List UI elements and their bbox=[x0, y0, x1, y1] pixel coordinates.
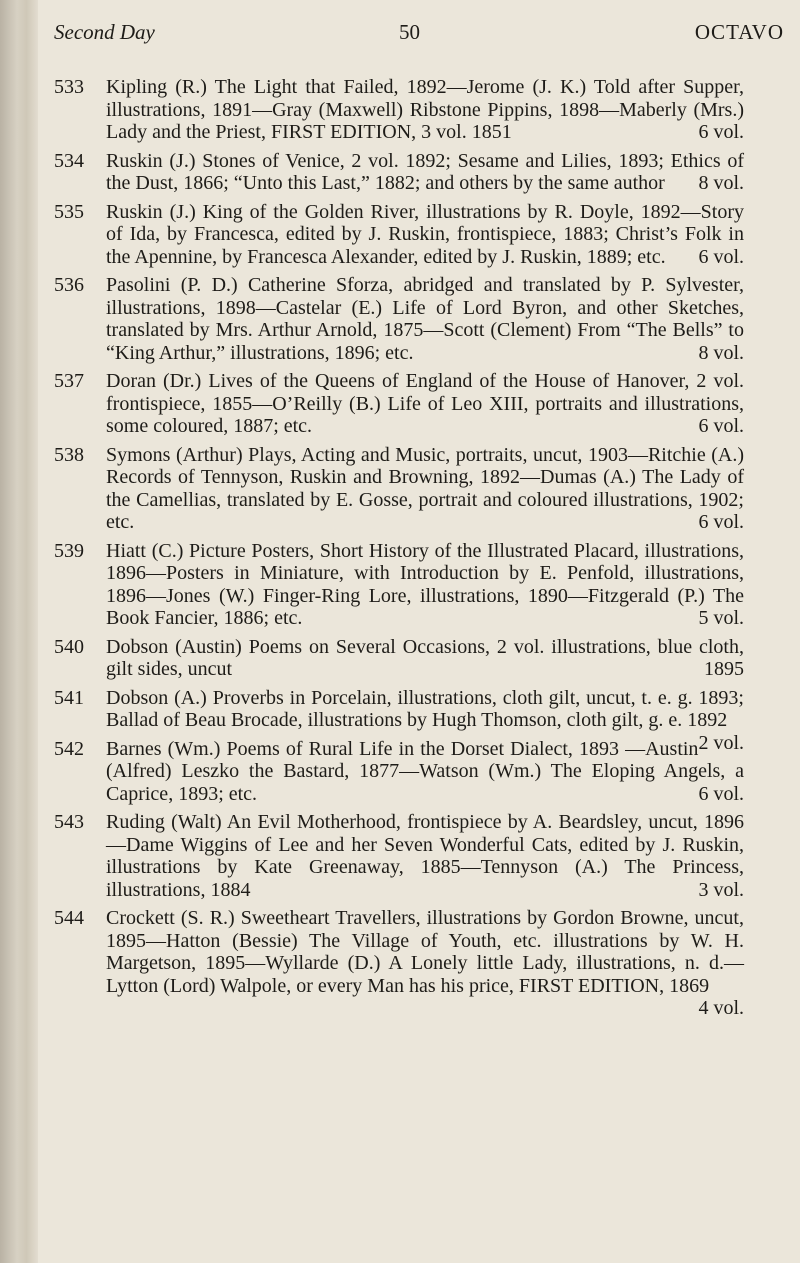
page-number: 50 bbox=[399, 20, 420, 44]
lot-volumes: 1895 bbox=[704, 658, 744, 680]
lot-description: Dobson (Austin) Poems on Several Occasions, 2 vol. illustrations, blue cloth, gilt sides, uncut bbox=[106, 635, 744, 680]
lot-description: Ruskin (J.) King of the Golden River, illustrations by R. Doyle, 1892—Story of Ida, by Francesca, edited by J. Ruskin, frontispiece, 1883; Christ’s Folk in the Apennine, by Francesca Alexander, edited by J. Ruskin, 1889; etc. bbox=[106, 200, 744, 268]
lot-number: 535 bbox=[54, 200, 84, 223]
lot-number: 544 bbox=[54, 907, 84, 929]
lot-volumes: 5 vol. bbox=[698, 607, 744, 629]
lot-volumes: 6 vol. bbox=[698, 121, 744, 143]
lot-description: Dobson (A.) Proverbs in Porcelain, illustrations, cloth gilt, uncut, t. e. g. 1893; Ballad of Beau Brocade, illustrations by Hugh Thomson, cloth gilt, g. e. 1892 bbox=[106, 686, 744, 731]
lot-volumes: 6 vol. bbox=[698, 782, 744, 805]
lot-description: Doran (Dr.) Lives of the Queens of England of the House of Hanover, 2 vol. frontispiece, 1855—O’Reilly (B.) Life of Leo XIII, portraits and illustrations, some coloured, 1887; etc. bbox=[106, 370, 744, 437]
lot-number: 543 bbox=[54, 811, 84, 833]
lot-description: Crockett (S. R.) Sweetheart Travellers, illustrations by Gordon Browne, uncut, 1895—Hatton (Bessie) The Village of Youth, etc. illustrations by W. H. Margetson, 1895—Wyllarde (D.) A Lonely little Lady, illustrations, n. d.—Lytton (Lord) Walpole, or every Man has his price, FIRST EDITION, 1869 bbox=[106, 907, 744, 997]
lot-volumes: 8 vol. bbox=[698, 341, 744, 364]
lot-entry bbox=[54, 540, 744, 630]
lot-number: 538 bbox=[54, 443, 84, 466]
lot-number: 541 bbox=[54, 686, 84, 709]
lot-entry bbox=[54, 444, 744, 534]
lot-entry bbox=[54, 201, 744, 269]
lot-entry bbox=[54, 370, 744, 438]
lot-entry bbox=[54, 738, 744, 806]
lot-number: 540 bbox=[54, 635, 84, 658]
lot-description: Kipling (R.) The Light that Failed, 1892—Jerome (J. K.) Told after Supper, illustrations, 1891—Gray (Maxwell) Ribstone Pippins, 1898—Maberly (Mrs.) Lady and the Priest, FIRST EDITION, 3 vol. 1851 bbox=[106, 76, 744, 143]
lot-description: Ruskin (J.) Stones of Venice, 2 vol. 1892; Sesame and Lilies, 1893; Ethics of the Dust, 1866; “Unto this Last,” 1882; and others by the same author bbox=[106, 149, 744, 194]
lot-description: Symons (Arthur) Plays, Acting and Music, portraits, uncut, 1903—Ritchie (A.) Records of Tennyson, Ruskin and Browning, 1892—Dumas (A.) The Lady of the Camellias, translated by E. Gosse, portrait and coloured illustrations, 1902; etc. bbox=[106, 443, 744, 533]
book-spine-edge bbox=[0, 0, 38, 1263]
lot-number: 539 bbox=[54, 539, 84, 562]
lot-volumes: 2 vol. bbox=[698, 731, 744, 754]
lot-number: 534 bbox=[54, 149, 84, 172]
lot-entry bbox=[54, 907, 744, 1019]
lot-entry bbox=[54, 636, 744, 681]
lot-volumes: 8 vol. bbox=[698, 172, 744, 194]
lot-volumes: 6 vol. bbox=[698, 245, 744, 268]
running-head-left: Second Day bbox=[54, 20, 155, 44]
lot-entry bbox=[54, 811, 744, 901]
lot-description: Hiatt (C.) Picture Posters, Short History of the Illustrated Placard, illustrations, 1896—Posters in Miniature, with Introduction by E. Penfold, illustrations, 1896—Jones (W.) Finger-Ring Lore, illustrations, 1890—Fitzgerald (P.) The Book Fancier, 1886; etc. bbox=[106, 539, 744, 629]
lot-entry bbox=[54, 76, 744, 144]
page-header bbox=[54, 20, 784, 60]
lot-number: 542 bbox=[54, 737, 84, 760]
lot-list bbox=[54, 76, 744, 1020]
lot-entry bbox=[54, 150, 744, 195]
lot-number: 536 bbox=[54, 274, 84, 296]
lot-number: 533 bbox=[54, 76, 84, 98]
lot-description: Pasolini (P. D.) Catherine Sforza, abridged and translated by P. Sylvester, illustrations, 1898—Castelar (E.) Life of Lord Byron, and other Sketches, translated by Mrs. Arthur Arnold, 1875—Scott (Clement) From “The Bells” to “King Arthur,” illustrations, 1896; etc. bbox=[106, 274, 744, 364]
lot-entry bbox=[54, 274, 744, 364]
lot-volumes: 6 vol. bbox=[698, 415, 744, 437]
lot-number: 537 bbox=[54, 370, 84, 392]
lot-volumes: 4 vol. bbox=[698, 997, 744, 1019]
lot-volumes: 6 vol. bbox=[698, 511, 744, 533]
lot-description: Ruding (Walt) An Evil Motherhood, frontispiece by A. Beardsley, uncut, 1896—Dame Wiggins of Lee and her Seven Wonderful Cats, edited by J. Ruskin, illustrations by Kate Greenaway, 1885—Tennyson (A.) The Princess, illustrations, 1884 bbox=[106, 811, 744, 901]
lot-description: Barnes (Wm.) Poems of Rural Life in the Dorset Dialect, 1893 —Austin (Alfred) Leszko the Bastard, 1877—Watson (Wm.) The Eloping Angels, a Caprice, 1893; etc. bbox=[106, 737, 744, 805]
lot-volumes: 3 vol. bbox=[698, 878, 744, 901]
running-head-right: OCTAVO bbox=[694, 20, 784, 44]
